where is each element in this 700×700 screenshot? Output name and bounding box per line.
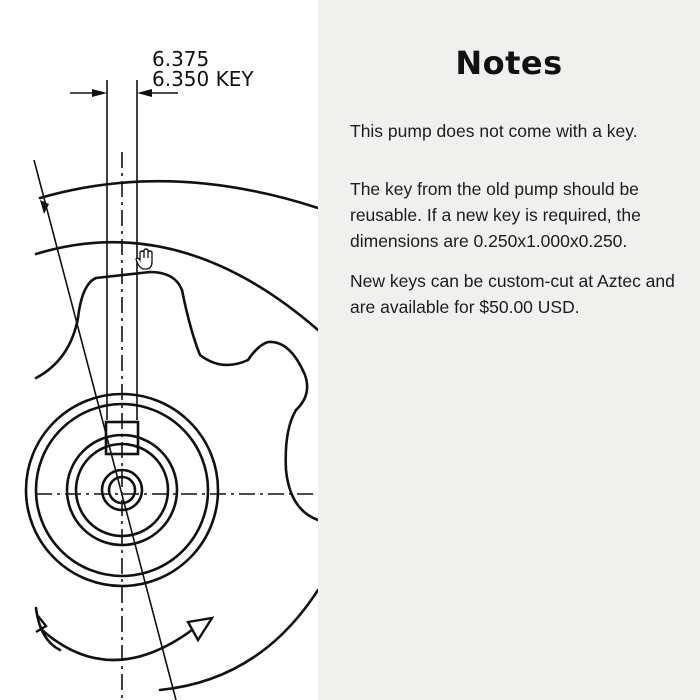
- rotation-arrowhead: [188, 618, 212, 640]
- note-paragraph: New keys can be custom-cut at Aztec and are available for $50.00 USD.: [350, 271, 675, 317]
- notes-panel: [318, 0, 700, 700]
- hand-cursor-icon: [136, 249, 152, 269]
- housing-lower-right-arc: [160, 590, 318, 690]
- notes-title: Notes: [455, 44, 563, 82]
- dim-arrow-right: [137, 89, 152, 97]
- note-paragraph: This pump does not come with a key.: [350, 121, 638, 141]
- pump-drawing-panel: [0, 0, 318, 700]
- section-line-diagonal: [34, 160, 176, 700]
- rotation-arrow-arc: [42, 630, 192, 660]
- dimension-upper-text: 6.375: [152, 47, 210, 71]
- outer-housing-arc: [40, 181, 318, 208]
- dim-arrow-left: [92, 89, 107, 97]
- note-paragraph: The key from the old pump should be reusable. If a new key is required, the dimensions are 0.250x1.000x0.250.: [350, 179, 641, 251]
- dimension-lower-text: 6.350 KEY: [152, 67, 254, 91]
- pump-cross-section-drawing: [0, 0, 318, 700]
